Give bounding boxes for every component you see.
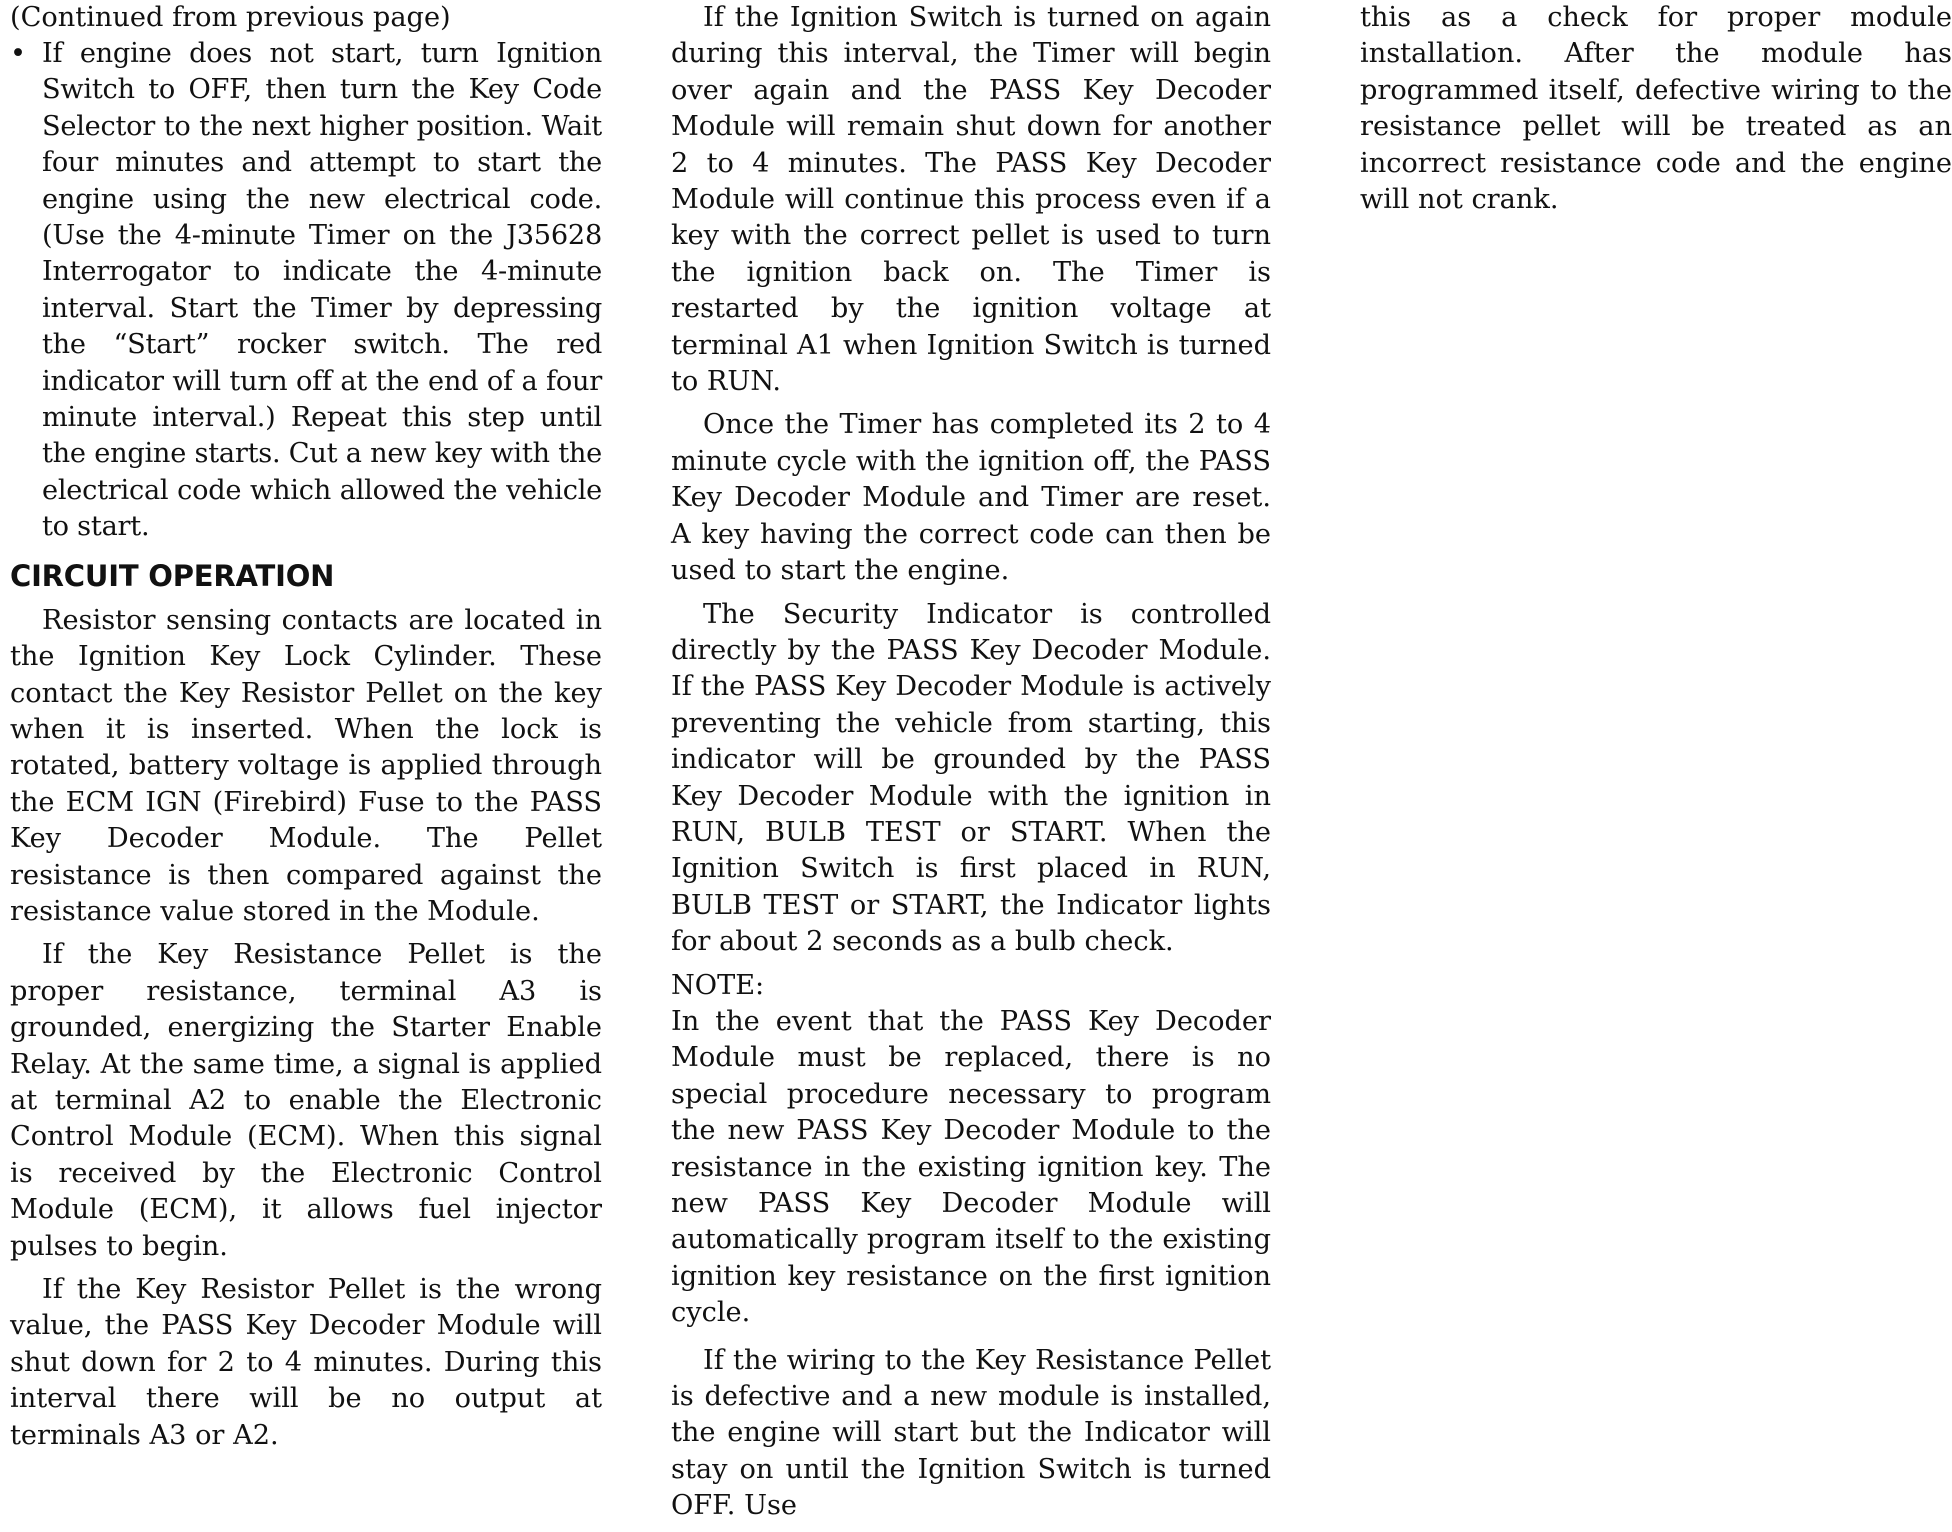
left-column: [10, 0, 602, 1461]
paragraph-wrong-value: If the Key Resistor Pellet is the wrong value, the PASS Key Decoder Module will shut down for 2 to 4 minutes. During this interval there will be no output at terminals A3 or A2.: [10, 1274, 602, 1451]
paragraph-module-check: this as a check for proper module installation. After the module has programmed itself, defective wiring to the resistance pellet will be treated as an incorrect resistance code and the engine will not crank.: [1360, 2, 1952, 216]
continued-note: (Continued from previous page): [10, 2, 451, 33]
middle-column: [671, 0, 1271, 1532]
bullet-text: If engine does not start, turn Ignition Switch to OFF, then turn the Key Code Selector to the next higher position. Wait four minutes and attempt to start the engine using the new electrical code. (Use the 4-minute Timer on the J35628 Interrogator to indicate the 4-minute interval. Start the Timer by depressing the “Start” rocker switch. The red indicator will turn off at the end of a four minute interval.) Repeat this step until the engine starts. Cut a new key with the electrical code which allowed the vehicle to start.: [42, 38, 602, 543]
paragraph-ignition-on-again: If the Ignition Switch is turned on again during this interval, the Timer will begin over again and the PASS Key Decoder Module will remain shut down for another 2 to 4 minutes. The PASS Key Decoder Module will continue this process even if a key with the correct pellet is used to turn the ignition back on. The Timer is restarted by the ignition voltage at terminal A1 when Ignition Switch is turned to RUN.: [671, 2, 1271, 398]
paragraph-timer-completed: Once the Timer has completed its 2 to 4 minute cycle with the ignition off, the PASS Key Decoder Module and Timer are reset. A key having the correct code can then be used to start the engine.: [671, 409, 1271, 587]
paragraph-defective-wiring: If the wiring to the Key Resistance Pellet is defective and a new module is installed, the engine will start but the Indicator will stay on until the Ignition Switch is turned OFF. Use: [671, 1344, 1271, 1522]
paragraph-proper-resistance: If the Key Resistance Pellet is the proper resistance, terminal A3 is grounded, energizing the Starter Enable Relay. At the same time, a signal is applied at terminal A2 to enable the Electronic Control Module (ECM). When this signal is received by the Electronic Control Module (ECM), it allows fuel injector pulses to begin.: [10, 939, 602, 1262]
paragraph-security-indicator: The Security Indicator is controlled directly by the PASS Key Decoder Module. If the PASS Key Decoder Module is actively preventing the vehicle from starting, this indicator will be grounded by the PASS Key Decoder Module with the ignition in RUN, BULB TEST or START. When the Ignition Switch is first placed in RUN, BULB TEST or START, the Indicator lights for about 2 seconds as a bulb check.: [671, 598, 1271, 958]
paragraph-resistor-sensing: Resistor sensing contacts are located in the Ignition Key Lock Cylinder. These contact the Key Resistor Pellet on the key when it is inserted. When the lock is rotated, battery voltage is applied through the ECM IGN (Firebird) Fuse to the PASS Key Decoder Module. The Pellet resistance is then compared against the resistance value stored in the Module.: [10, 604, 602, 927]
bullet-glyph: •: [10, 38, 27, 69]
right-column: [1360, 0, 1952, 225]
section-heading: CIRCUIT OPERATION: [10, 558, 335, 593]
bullet-item: [10, 36, 602, 546]
note-text: In the event that the PASS Key Decoder Module must be replaced, there is no special procedure necessary to program the new PASS Key Decoder Module to the resistance in the existing ignition key. The new PASS Key Decoder Module will automatically program itself to the existing ignition key resistance on the first ignition cycle.: [671, 1005, 1271, 1329]
note-label: NOTE:: [671, 969, 765, 1001]
